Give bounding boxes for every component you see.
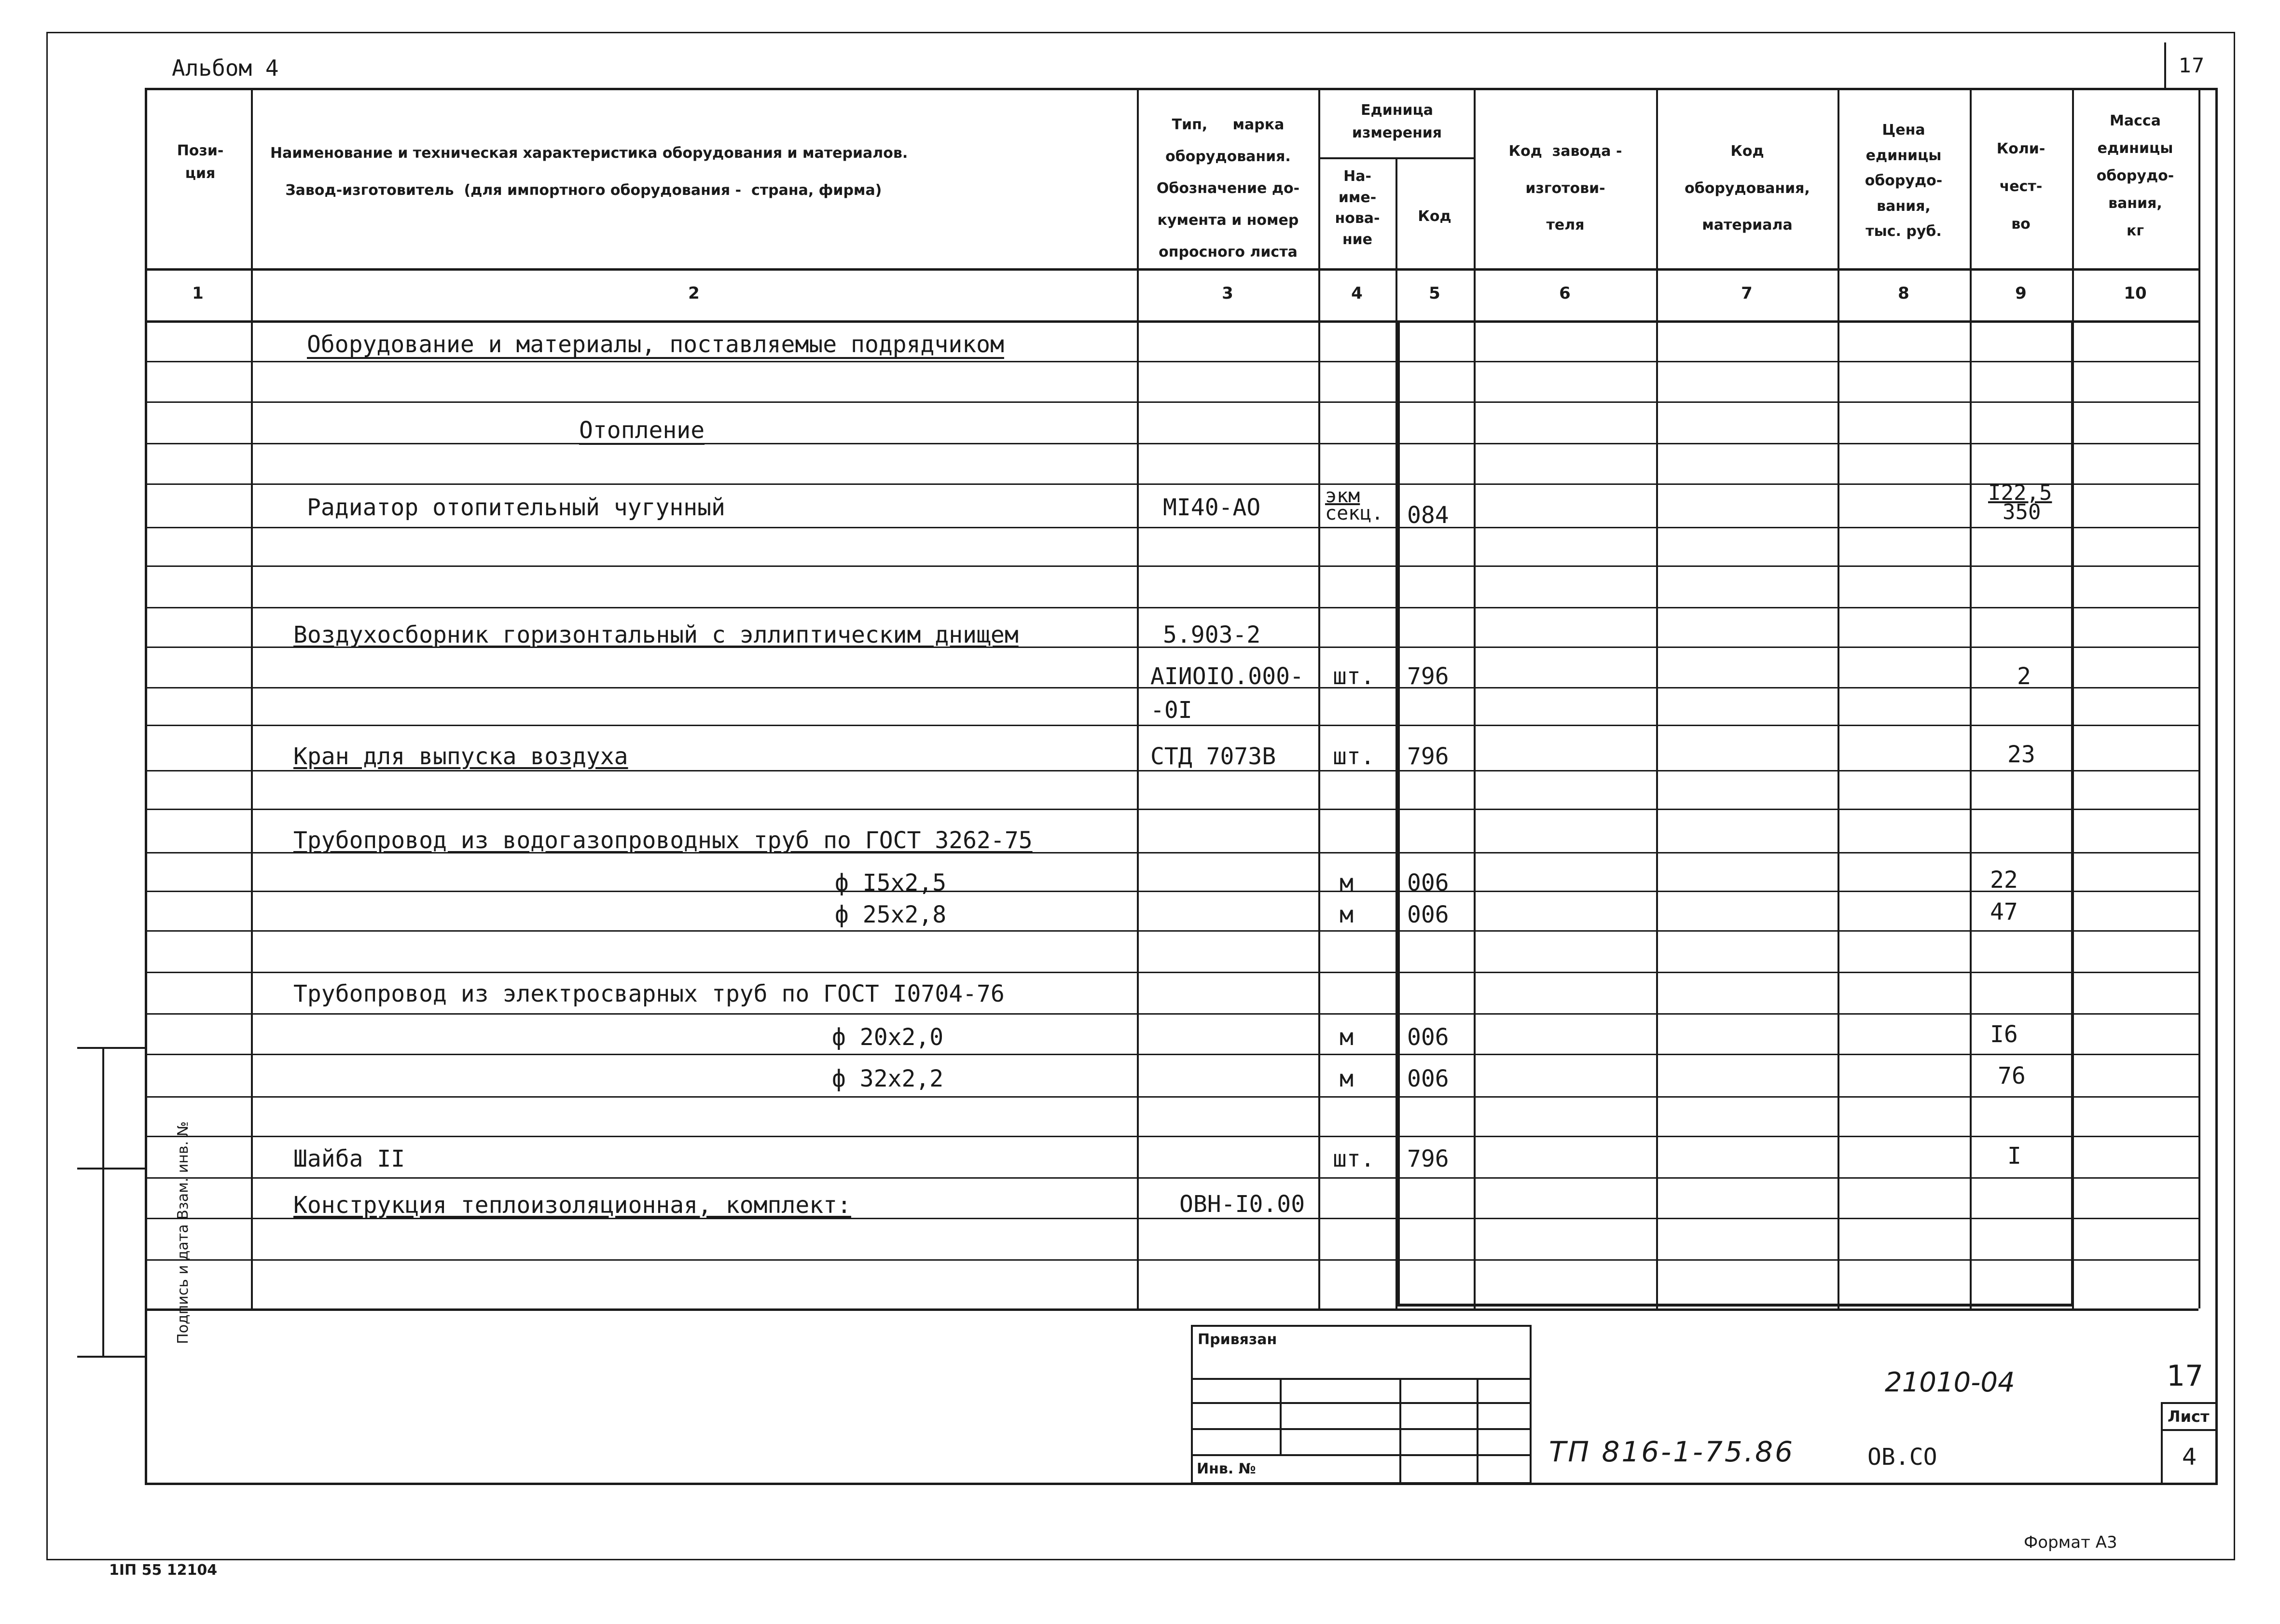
page-box-divider <box>2164 42 2166 89</box>
document-number: ТП 816-1-75.86 <box>1549 1435 1795 1468</box>
row-line <box>145 1096 2198 1098</box>
col-2-header: Наименование и техническая характеристика оборудования и материалов. Завод-изготовитель (для импортного оборудования - страна, фирма) <box>270 145 908 199</box>
pipe2-unit: м <box>1340 1065 1354 1092</box>
valve-qty: 23 <box>2007 741 2035 768</box>
pipe1-unit: м <box>1340 869 1354 896</box>
row-line <box>145 930 2198 932</box>
row-line <box>145 607 2198 608</box>
stamp-line <box>1191 1378 1532 1380</box>
col-line <box>1970 88 1972 1308</box>
pipe1-size: ф I5х2,5 <box>835 869 947 896</box>
col-number: 6 <box>1559 284 1571 303</box>
air-collector-code: 796 <box>1407 663 1449 690</box>
side-strip-line <box>145 1047 147 1485</box>
row-line <box>145 361 2198 362</box>
col-9-header: Коли- чест- во <box>1996 140 2045 233</box>
row-line <box>145 770 2198 771</box>
air-collector-unit: шт. <box>1333 663 1375 690</box>
side-strip-line <box>77 1356 145 1358</box>
pipe2-code: 006 <box>1407 1065 1449 1092</box>
stamp-page-number: 17 <box>2167 1359 2204 1393</box>
radiator-unit-top: экм <box>1325 485 1360 507</box>
col-8-header: Цена единицы оборудо- вания, тыс. руб. <box>1865 122 1943 240</box>
radiator-unit-bottom: секц. <box>1325 502 1383 524</box>
col-number: 7 <box>1741 284 1753 303</box>
valve-code: 796 <box>1407 743 1449 770</box>
row-line <box>145 1177 2198 1179</box>
col-number: 5 <box>1429 284 1440 303</box>
col-line <box>251 88 253 1308</box>
header-bottom-line <box>145 268 2198 271</box>
radiator-qty-bottom: 350 <box>2003 500 2041 524</box>
col-line <box>1318 88 1320 1308</box>
stamp-line <box>1399 1378 1401 1484</box>
valve-type: СТД 7073В <box>1150 743 1276 770</box>
pipe2-code: 006 <box>1407 1024 1449 1051</box>
stamp-line <box>1191 1428 1532 1430</box>
row-line <box>145 972 2198 973</box>
section-title: Оборудование и материалы, поставляемые подрядчиком <box>307 331 1004 358</box>
col-line <box>1137 88 1139 1308</box>
page-number: 17 <box>2179 54 2205 77</box>
pipe1-qty: 47 <box>1990 898 2018 925</box>
col-line <box>1474 88 1476 1308</box>
row-line <box>145 483 2198 485</box>
air-collector-type-3: -0I <box>1150 697 1192 724</box>
pipe2-qty: I6 <box>1990 1021 2018 1048</box>
col-number: 2 <box>688 284 700 303</box>
stamp-line <box>1477 1378 1479 1484</box>
row-line <box>145 1013 2198 1015</box>
row-line <box>145 401 2198 403</box>
pipe2-qty: 76 <box>1998 1062 2026 1089</box>
radiator-type: МI40-АО <box>1163 494 1261 521</box>
unit-group-header: Единица измерения <box>1352 102 1442 141</box>
insulation-type: ОВН-I0.00 <box>1179 1191 1305 1218</box>
insulation-name: Конструкция теплоизоляционная, комплект: <box>293 1192 851 1219</box>
sheet-label: Лист <box>2168 1407 2210 1426</box>
radiator-code: 084 <box>1407 502 1449 529</box>
heavy-line <box>1397 320 1400 1305</box>
valve-name: Кран для выпуска воздуха <box>293 743 628 770</box>
footer-left-code: 1IП 55 12104 <box>109 1562 218 1579</box>
pipe2-unit: м <box>1340 1024 1354 1051</box>
col-6-header: Код завода - изготови- теля <box>1508 143 1622 234</box>
heavy-line <box>1397 1304 2074 1307</box>
pipe2-size: ф 32х2,2 <box>832 1065 944 1092</box>
col-7-header: Код оборудования, материала <box>1685 143 1810 234</box>
col-number: 8 <box>1898 284 1909 303</box>
air-collector-type-2: АIИОIО.000- <box>1150 663 1304 690</box>
row-line <box>145 725 2198 726</box>
unit-group-line <box>1318 157 1474 159</box>
sheet-box-line <box>2161 1429 2218 1431</box>
row-line <box>145 527 2198 528</box>
air-collector-qty: 2 <box>2017 663 2031 690</box>
stamp-line <box>1191 1454 1532 1456</box>
radiator-name: Радиатор отопительный чугунный <box>307 494 725 521</box>
pipe1-code: 006 <box>1407 869 1449 896</box>
col-4-header: На- име- нова- ние <box>1335 168 1380 248</box>
col-number: 1 <box>192 284 204 303</box>
pipe1-unit: м <box>1340 901 1354 928</box>
side-strip-line <box>102 1047 104 1356</box>
pipe2-name: Трубопровод из электросварных труб по ГОСТ I0704-76 <box>293 980 1005 1007</box>
pipe1-name: Трубопровод из водогазопроводных труб по ГОСТ 3262-75 <box>293 827 1033 854</box>
air-collector-name: Воздухосборник горизонтальный с эллиптическим днищем <box>293 621 1019 648</box>
col-10-header: Масса единицы оборудо- вания, кг <box>2096 112 2174 239</box>
row-line <box>145 565 2198 567</box>
sheet-box-line <box>2161 1402 2218 1404</box>
number-row-line <box>145 320 2198 323</box>
row-line <box>145 1136 2198 1137</box>
washer-unit: шт. <box>1333 1145 1375 1172</box>
album-label: Альбом 4 <box>172 55 279 81</box>
col-number: 3 <box>1222 284 1233 303</box>
row-line <box>145 443 2198 444</box>
col-1-header: Пози- ция <box>177 142 224 182</box>
radiator-qty-top: I22,5 <box>1988 481 2052 505</box>
valve-unit: шт. <box>1333 743 1375 770</box>
col-line <box>1838 88 1839 1308</box>
stamp-line <box>1191 1402 1532 1404</box>
col-5-header: Код <box>1418 208 1451 225</box>
washer-name: Шайба II <box>293 1145 405 1172</box>
stamp-line <box>1280 1378 1282 1454</box>
col-number: 4 <box>1351 284 1363 303</box>
heavy-line <box>2071 320 2074 1305</box>
format-label: Формат А3 <box>2024 1533 2117 1552</box>
col-3-header: Тип, марка оборудования. Обозначение до- кумента и номер опросного листа <box>1156 116 1300 261</box>
col-line <box>1656 88 1658 1308</box>
table-bottom-line <box>145 1308 2198 1311</box>
row-line <box>145 809 2198 810</box>
side-strip-line <box>77 1047 145 1049</box>
pipe2-size: ф 20х2,0 <box>832 1024 944 1051</box>
subsection-title: Отопление <box>579 417 705 444</box>
col-line <box>2198 88 2200 1308</box>
col-number: 9 <box>2015 284 2027 303</box>
side-stamp-text: Подпись и дата Взам. инв. № <box>175 1121 192 1344</box>
washer-code: 796 <box>1407 1145 1449 1172</box>
row-line <box>145 891 2198 892</box>
air-collector-type-1: 5.903-2 <box>1163 621 1261 648</box>
pipe1-size: ф 25х2,8 <box>835 901 947 928</box>
linked-label: Привязан <box>1198 1331 1277 1348</box>
pipe1-code: 006 <box>1407 901 1449 928</box>
row-line <box>145 1054 2198 1055</box>
pipe1-qty: 22 <box>1990 867 2018 894</box>
document-suffix: ОВ.СО <box>1867 1444 1937 1471</box>
project-code: 21010-04 <box>1885 1367 2015 1398</box>
sheet-box-line <box>2161 1402 2163 1485</box>
side-strip-line <box>77 1168 145 1170</box>
row-line <box>145 1259 2198 1261</box>
sheet-number: 4 <box>2182 1444 2197 1471</box>
inventory-label: Инв. № <box>1197 1460 1256 1477</box>
washer-qty: I <box>2007 1142 2021 1170</box>
col-number: 10 <box>2124 284 2147 303</box>
